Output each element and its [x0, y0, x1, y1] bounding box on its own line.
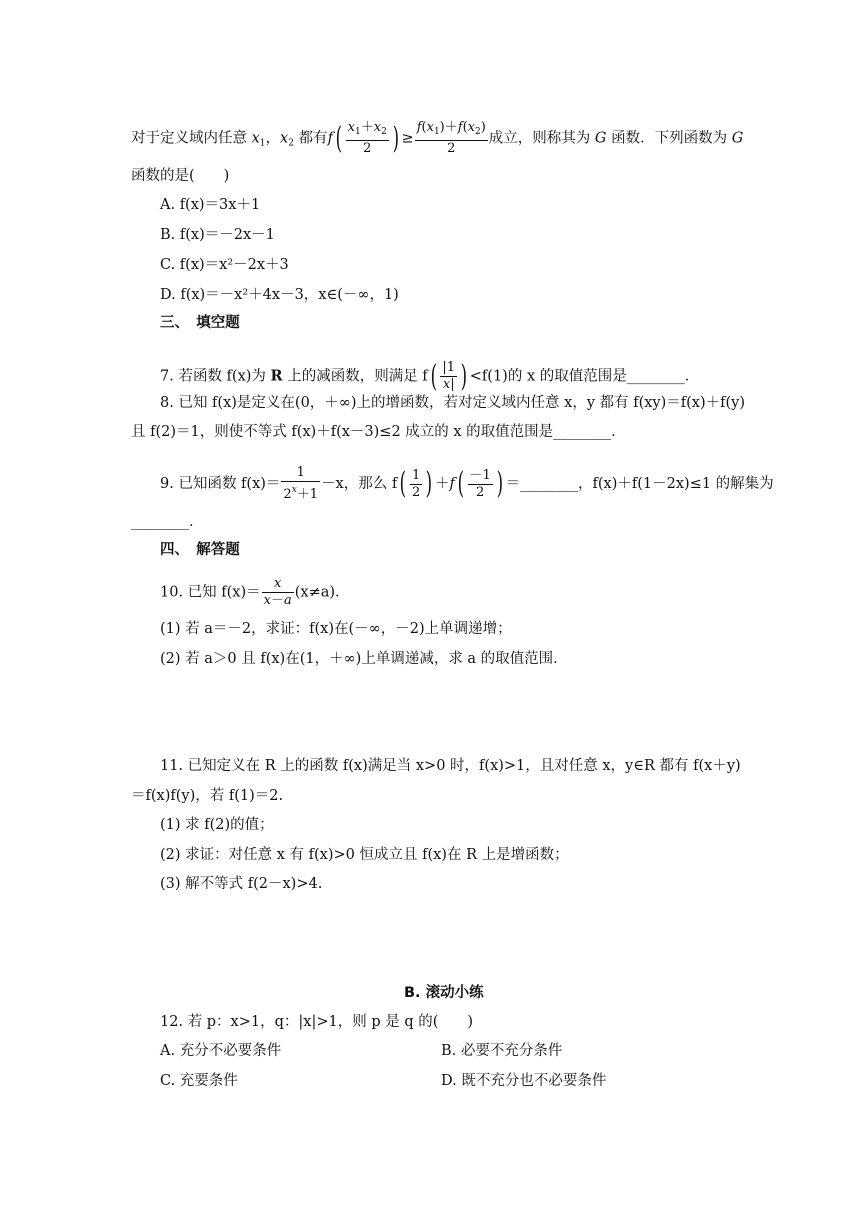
q9-post: ＝________，f(x)＋f(1－2x)≤1 的解集为: [505, 476, 774, 492]
q10-stem: [160, 576, 350, 609]
q9-line1: 9. 已知函数 f(x)＝ $\frac{1}{2^x+1}$ －x，那么 f( $\frac{1}{2}$ ) ＋f( $\frac{-1}{2}$ ) ＝________，f(x)＋f(1－2x)≤1 的解集为: [160, 465, 774, 502]
q8-line1: 8. 已知 f(x)是定义在(0，＋∞)上的增函数，若对定义域内任意 x，y 都有 f(xy)＝f(x)＋f(y): [160, 395, 746, 411]
paren: (: [335, 120, 343, 156]
q6-option-a: A. f(x)＝3x＋1: [160, 197, 261, 213]
q7: [160, 360, 699, 393]
q6-option-d: D. f(x)＝－x²＋4x－3，x∈(－∞，1): [160, 287, 399, 303]
fraction: $\frac{1}{2^x+1}$: [283, 465, 319, 502]
section-heading-4: 四、 解答题: [160, 542, 240, 558]
q7-bold: R: [270, 367, 283, 385]
q6-text-d: 函数．下列函数为: [611, 130, 728, 147]
q7-mid: 上的减函数，则满足 f: [287, 368, 428, 385]
fraction: $\frac{x}{x-a}$: [263, 576, 292, 608]
q6-text-c: 成立，则称其为: [488, 130, 591, 147]
q12-option-c: C. 充要条件: [160, 1073, 238, 1089]
paren: (: [430, 358, 437, 394]
q11-part1: (1) 求 f(2)的值；: [160, 817, 274, 833]
q6-line1: 对于定义域内任意 $x_1$，$x_2$ 都有f( $\frac{x_1+x_2}{2}$ ) ≥ $\frac{f(x_1)+f(x_2)}{2}$ 成立，则称其为 G 函数．下列函数为 G: [131, 120, 744, 156]
q6-option-b: B. f(x)＝－2x－1: [160, 227, 275, 243]
q6-text-b: 都有: [298, 130, 328, 147]
q10-part2: (2) 若 a＞0 且 f(x)在(1，＋∞)上单调递减，求 a 的取值范围．: [160, 651, 568, 667]
q9-line2: ________．: [131, 514, 204, 530]
paren: ): [425, 466, 433, 501]
q10-pre: 10. 已知 f(x)＝: [160, 584, 261, 601]
section-heading-3: 三、 填空题: [160, 315, 240, 331]
section-heading-b: B. 滚动小练: [404, 985, 484, 1001]
q6-line2: 函数的是( ): [131, 168, 230, 184]
paren: (: [399, 466, 407, 501]
q12-stem: 12. 若 p：x>1，q：|x|>1，则 p 是 q 的( ): [160, 1014, 474, 1030]
fraction: $\frac{1}{2}$: [411, 467, 421, 500]
q9-pre: 9. 已知函数 f(x)＝: [160, 476, 281, 492]
q12-option-b: B. 必要不充分条件: [441, 1043, 563, 1059]
paren: ): [496, 466, 503, 501]
q6-text-a: 对于定义域内任意: [131, 130, 252, 147]
q11-line1: 11. 已知定义在 R 上的函数 f(x)满足当 x>0 时，f(x)>1，且对任意 x，y∈R 都有 f(x＋y): [160, 758, 741, 774]
q10-part1: (1) 若 a＝－2，求证：f(x)在(－∞，－2)上单调递增；: [160, 621, 512, 637]
paren: (: [457, 466, 464, 501]
q12-option-a: A. 充分不必要条件: [160, 1043, 282, 1059]
q9-mid: －x，那么 f: [321, 476, 398, 492]
q11-line2: ＝f(x)f(y)，若 f(1)＝2.: [131, 788, 284, 804]
fraction: $\frac{f(x_1)+f(x_2)}{2}$: [416, 120, 486, 156]
q7-pre: 7. 若函数 f(x)为: [160, 368, 266, 385]
q11-part2: (2) 求证：对任意 x 有 f(x)>0 恒成立且 f(x)在 R 上是增函数；: [160, 847, 569, 863]
q6-option-c: C. f(x)＝x²－2x＋3: [160, 257, 289, 273]
q7-post: <f(1)的 x 的取值范围是________．: [469, 368, 700, 385]
paren: ): [392, 120, 399, 156]
fraction: $\frac{x_1+x_2}{2}$: [347, 120, 387, 156]
q11-part3: (3) 解不等式 f(2－x)>4.: [160, 876, 323, 892]
q12-option-d: D. 既不充分也不必要条件: [441, 1073, 607, 1089]
q10-post: (x≠a)．: [294, 584, 350, 601]
fraction: $\frac{|1}{x|}$: [442, 360, 456, 392]
q8-line2: 且 f(2)＝1，则使不等式 f(x)＋f(x－3)≤2 成立的 x 的取值范围是________．: [131, 424, 626, 440]
fraction: $\frac{-1}{2}$: [469, 467, 491, 500]
paren: ): [460, 358, 468, 394]
